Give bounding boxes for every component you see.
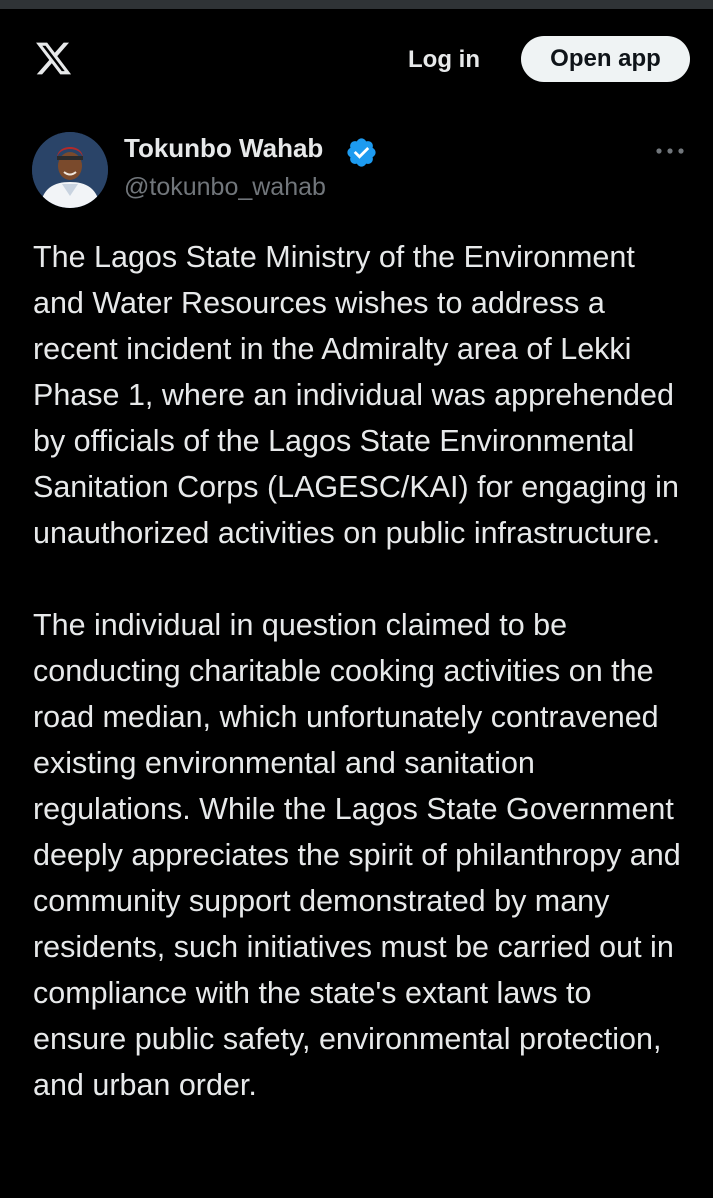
x-logo-icon[interactable]: [33, 39, 74, 78]
avatar-image: [32, 132, 108, 208]
author-handle[interactable]: @tokunbo_wahab: [124, 173, 326, 201]
verified-badge-icon: [345, 136, 378, 169]
login-button[interactable]: Log in: [408, 46, 480, 73]
avatar[interactable]: [32, 132, 108, 208]
top-divider: [0, 0, 713, 9]
tweet-paragraph: The Lagos State Ministry of the Environment and Water Resources wishes to address a recent incident in the Admiralty area of Lekki Phase 1, where an individual was apprehended by officials of the Lagos State Environmental Sanitation Corps (LAGESC/KAI) for engaging in unauthorized activities on public infrastructure.: [33, 240, 679, 550]
tweet-paragraph: The individual in question claimed to be conducting charitable cooking activities on the road median, which unfortunately contravened existing environmental and sanitation regulations. While the Lagos State Government deeply appreciates the spirit of philanthropy and community support demonstrated by many residents, such initiatives must be carried out in compliance with the state's extant laws to ensure public safety, environmental protection, and urban order.: [33, 608, 681, 1102]
open-app-button[interactable]: Open app: [521, 36, 690, 82]
more-options-icon[interactable]: [650, 138, 690, 164]
author-name[interactable]: Tokunbo Wahab: [124, 133, 324, 163]
tweet-text: [33, 234, 693, 1108]
top-header: [0, 9, 713, 109]
